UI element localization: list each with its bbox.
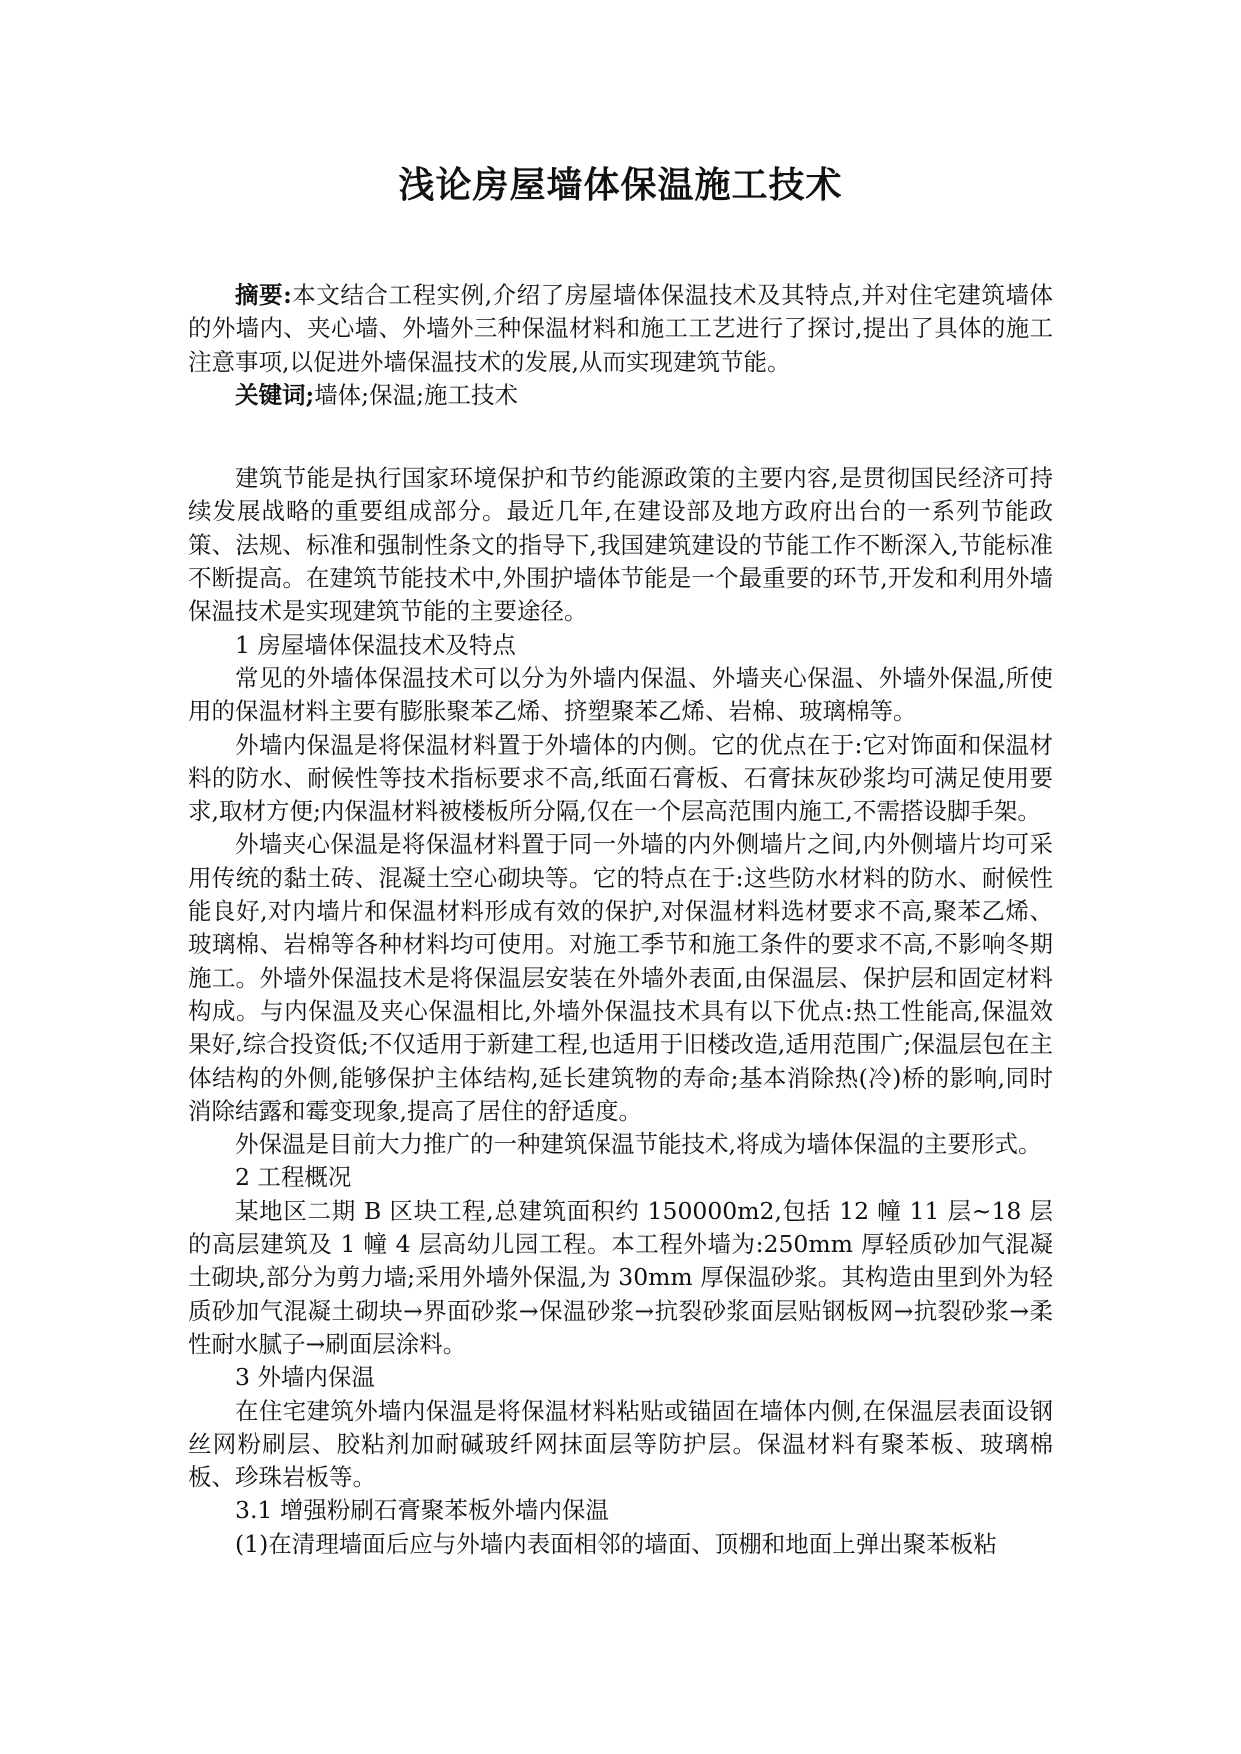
body-paragraph: 常见的外墙体保温技术可以分为外墙内保温、外墙夹心保温、外墙外保温,所使用的保温材料主要有膨胀聚苯乙烯、挤塑聚苯乙烯、岩棉、玻璃棉等。 bbox=[188, 663, 1053, 726]
body-paragraph: 外墙内保温是将保温材料置于外墙体的内侧。它的优点在于:它对饰面和保温材料的防水、耐候性等技术指标要求不高,纸面石膏板、石膏抹灰砂浆均可满足使用要求,取材方便;内保温材料被楼板所分隔,仅在一个层高范围内施工,不需搭设脚手架。 bbox=[188, 730, 1053, 826]
document-content bbox=[188, 279, 1053, 1561]
section-heading: 1 房屋墙体保温技术及特点 bbox=[235, 630, 516, 659]
keywords-paragraph bbox=[188, 379, 1053, 412]
body-paragraph: 某地区二期 B 区块工程,总建筑面积约 150000m2,包括 12 幢 11 层~18 层的高层建筑及 1 幢 4 层高幼儿园工程。本工程外墙为:250mm 厚轻质砂加气混凝土砌块,部分为剪力墙;采用外墙外保温,为 30mm 厚保温砂浆。其构造由里到外为轻质砂加气混凝土砌块→界面砂浆→保温砂浆→抗裂砂浆面层贴钢板网→抗裂砂浆→柔性耐水腻子→刷面层涂料。 bbox=[188, 1196, 1053, 1358]
section-spacer bbox=[188, 412, 1053, 462]
subsection-heading: 3.1 增强粉刷石膏聚苯板外墙内保温 bbox=[235, 1496, 609, 1525]
section-heading: 3 外墙内保温 bbox=[235, 1363, 375, 1392]
keywords-label: 关键词; bbox=[235, 380, 315, 409]
abstract-text: 本文结合工程实例,介绍了房屋墙体保温技术及其特点,并对住宅建筑墙体的外墙内、夹心墙、外墙外三种保温材料和施工工艺进行了探讨,提出了具体的施工注意事项,以促进外墙保温技术的发展,从而实现建筑节能。 bbox=[188, 281, 1053, 376]
body-paragraph: 建筑节能是执行国家环境保护和节约能源政策的主要内容,是贯彻国民经济可持续发展战略的重要组成部分。最近几年,在建设部及地方政府出台的一系列节能政策、法规、标准和强制性条文的指导下,我国建筑建设的节能工作不断深入,节能标准不断提高。在建筑节能技术中,外围护墙体节能是一个最重要的环节,开发和利用外墙保温技术是实现建筑节能的主要途径。 bbox=[188, 464, 1053, 626]
document-title: 浅论房屋墙体保温施工技术 bbox=[398, 164, 843, 206]
body-paragraph: 外保温是目前大力推广的一种建筑保温节能技术,将成为墙体保温的主要形式。 bbox=[235, 1130, 1042, 1159]
abstract-paragraph bbox=[188, 279, 1053, 379]
section-heading: 2 工程概况 bbox=[235, 1163, 352, 1192]
body-paragraph: (1)在清理墙面后应与外墙内表面相邻的墙面、顶棚和地面上弹出聚苯板粘 bbox=[235, 1529, 997, 1558]
abstract-label: 摘要: bbox=[235, 281, 292, 309]
keywords-text: 墙体;保温;施工技术 bbox=[314, 380, 519, 409]
body-paragraph: 外墙夹心保温是将保温材料置于同一外墙的内外侧墙片之间,内外侧墙片均可采用传统的黏土砖、混凝土空心砌块等。它的特点在于:这些防水材料的防水、耐候性能良好,对内墙片和保温材料形成有效的保护,对保温材料选材要求不高,聚苯乙烯、玻璃棉、岩棉等各种材料均可使用。对施工季节和施工条件的要求不高,不影响冬期施工。外墙外保温技术是将保温层安装在外墙外表面,由保温层、保护层和固定材料构成。与内保温及夹心保温相比,外墙外保温技术具有以下优点:热工性能高,保温效果好,综合投资低;不仅适用于新建工程,也适用于旧楼改造,适用范围广;保温层包在主体结构的外侧,能够保护主体结构,延长建筑物的寿命;基本消除热(冷)桥的影响,同时消除结露和霉变现象,提高了居住的舒适度。 bbox=[188, 830, 1053, 1125]
body-paragraph: 在住宅建筑外墙内保温是将保温材料粘贴或锚固在墙体内侧,在保温层表面设钢丝网粉刷层、胶粘剂加耐碱玻纤网抹面层等防护层。保温材料有聚苯板、玻璃棉板、珍珠岩板等。 bbox=[188, 1396, 1053, 1492]
